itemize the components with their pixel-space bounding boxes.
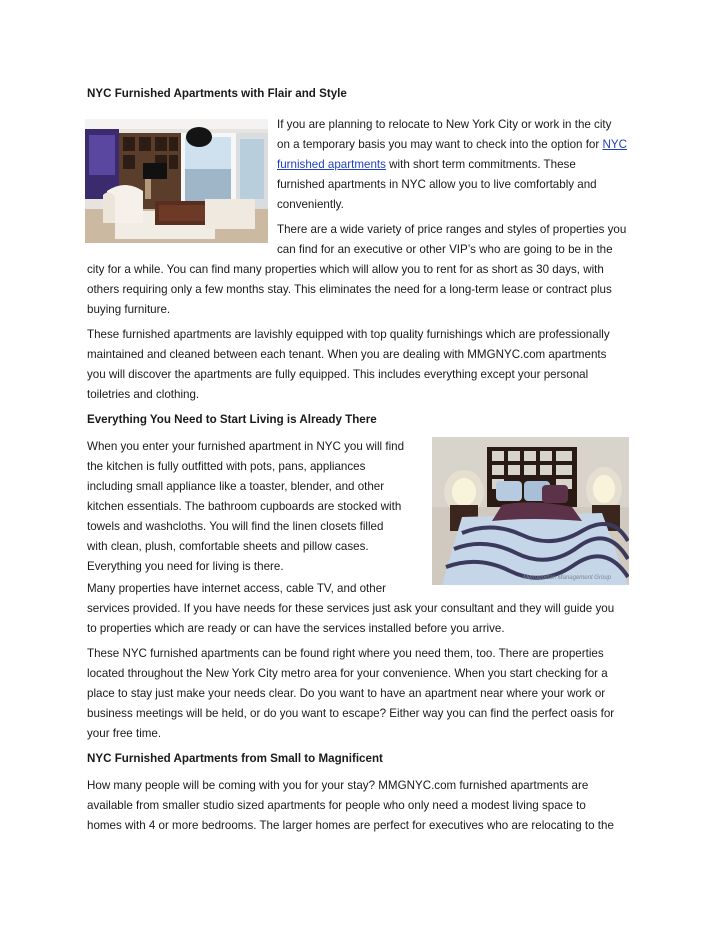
paragraph-7-line-3: homes with 4 or more bedrooms. The larger homes are perfect for executives who are relocating to the (87, 819, 614, 832)
paragraph-4-line-3: including small appliance like a toaster, blender, and other (87, 480, 385, 493)
paragraph-2-line-3: city for a while. You can find many properties which will allow you to rent for as short as 30 days, with (87, 263, 604, 276)
paragraph-1-line-2-text: on a temporary basis you may want to check into the option for (277, 138, 600, 151)
paragraph-6-line-2: located throughout the New York City metro area for your convenience. When you start checking for a (87, 667, 608, 680)
paragraph-1-line-2 (277, 135, 627, 156)
paragraph-4-line-1: When you enter your furnished apartment in NYC you will find (87, 440, 405, 453)
paragraph-7-line-2: available from smaller studio sized apartments for people who only need a modest living space to (87, 799, 586, 812)
bedroom-photo (432, 437, 629, 585)
paragraph-7-line-1: How many people will be coming with you for your stay? MMGNYC.com furnished apartments are (87, 779, 589, 792)
paragraph-6-line-4: business meetings will be held, or do you want to escape? Either way you can find the perfect oasis for (87, 707, 615, 720)
paragraph-1-line-4: furnished apartments in NYC allow you to live comfortably and (277, 178, 597, 191)
photo-credit: Metropolitan Management Group (522, 575, 611, 581)
paragraph-6-line-5: your free time. (87, 727, 162, 740)
paragraph-6-line-1: These NYC furnished apartments can be found right where you need them, too. There are properties (87, 647, 604, 660)
paragraph-3-line-3: you will discover the apartments are fully equipped. This includes everything except your personal (87, 368, 589, 381)
paragraph-4-line-7: Everything you need for living is there. (87, 560, 284, 573)
paragraph-2-line-4: others requiring only a few months stay. This eliminates the need for a long-term lease or contract plus (87, 283, 612, 296)
paragraph-4-line-4: kitchen essentials. The bathroom cupboards are stocked with (87, 500, 402, 513)
section-heading-small-to-magnificent: NYC Furnished Apartments from Small to Magnificent (87, 752, 383, 765)
paragraph-5-line-2: services provided. If you have needs for these services just ask your consultant and they will guide you (87, 602, 615, 615)
paragraph-3-line-1: These furnished apartments are lavishly equipped with top quality furnishings which are professionally (87, 328, 610, 341)
paragraph-5-line-3: to properties which are ready or can have the services installed before you arrive. (87, 622, 505, 635)
paragraph-4-line-2: the kitchen is fully outfitted with pots, pans, appliances (87, 460, 366, 473)
paragraph-1-line-3 (277, 155, 576, 176)
living-room-photo (85, 119, 268, 243)
paragraph-3-line-2: maintained and cleaned between each tenant. When you are dealing with MMGNYC.com apartments (87, 348, 607, 361)
document-title: NYC Furnished Apartments with Flair and Style (87, 87, 347, 100)
paragraph-6-line-3: place to stay just make your needs clear. Do you want to have an apartment near where your work or (87, 687, 606, 700)
paragraph-1-line-3-text: with short term commitments. These (389, 158, 576, 171)
paragraph-2-line-2: can find for an executive or other VIP’s who are going to be in the (277, 243, 613, 256)
furnished-apartments-link[interactable]: furnished apartments (277, 158, 386, 171)
nyc-link[interactable]: NYC (602, 138, 627, 151)
paragraph-2-line-5: buying furniture. (87, 303, 171, 316)
section-heading-everything: Everything You Need to Start Living is Already There (87, 413, 377, 426)
paragraph-4-line-6: with clean, plush, comfortable sheets and pillow cases. (87, 540, 369, 553)
paragraph-5-line-1: Many properties have internet access, cable TV, and other (87, 582, 387, 595)
paragraph-4-line-5: towels and washcloths. You will find the linen closets filled (87, 520, 384, 533)
paragraph-1-line-5: conveniently. (277, 198, 344, 211)
paragraph-2-line-1: There are a wide variety of price ranges and styles of properties you (277, 223, 627, 236)
paragraph-1-line-1: If you are planning to relocate to New York City or work in the city (277, 118, 612, 131)
paragraph-3-line-4: toiletries and clothing. (87, 388, 200, 401)
